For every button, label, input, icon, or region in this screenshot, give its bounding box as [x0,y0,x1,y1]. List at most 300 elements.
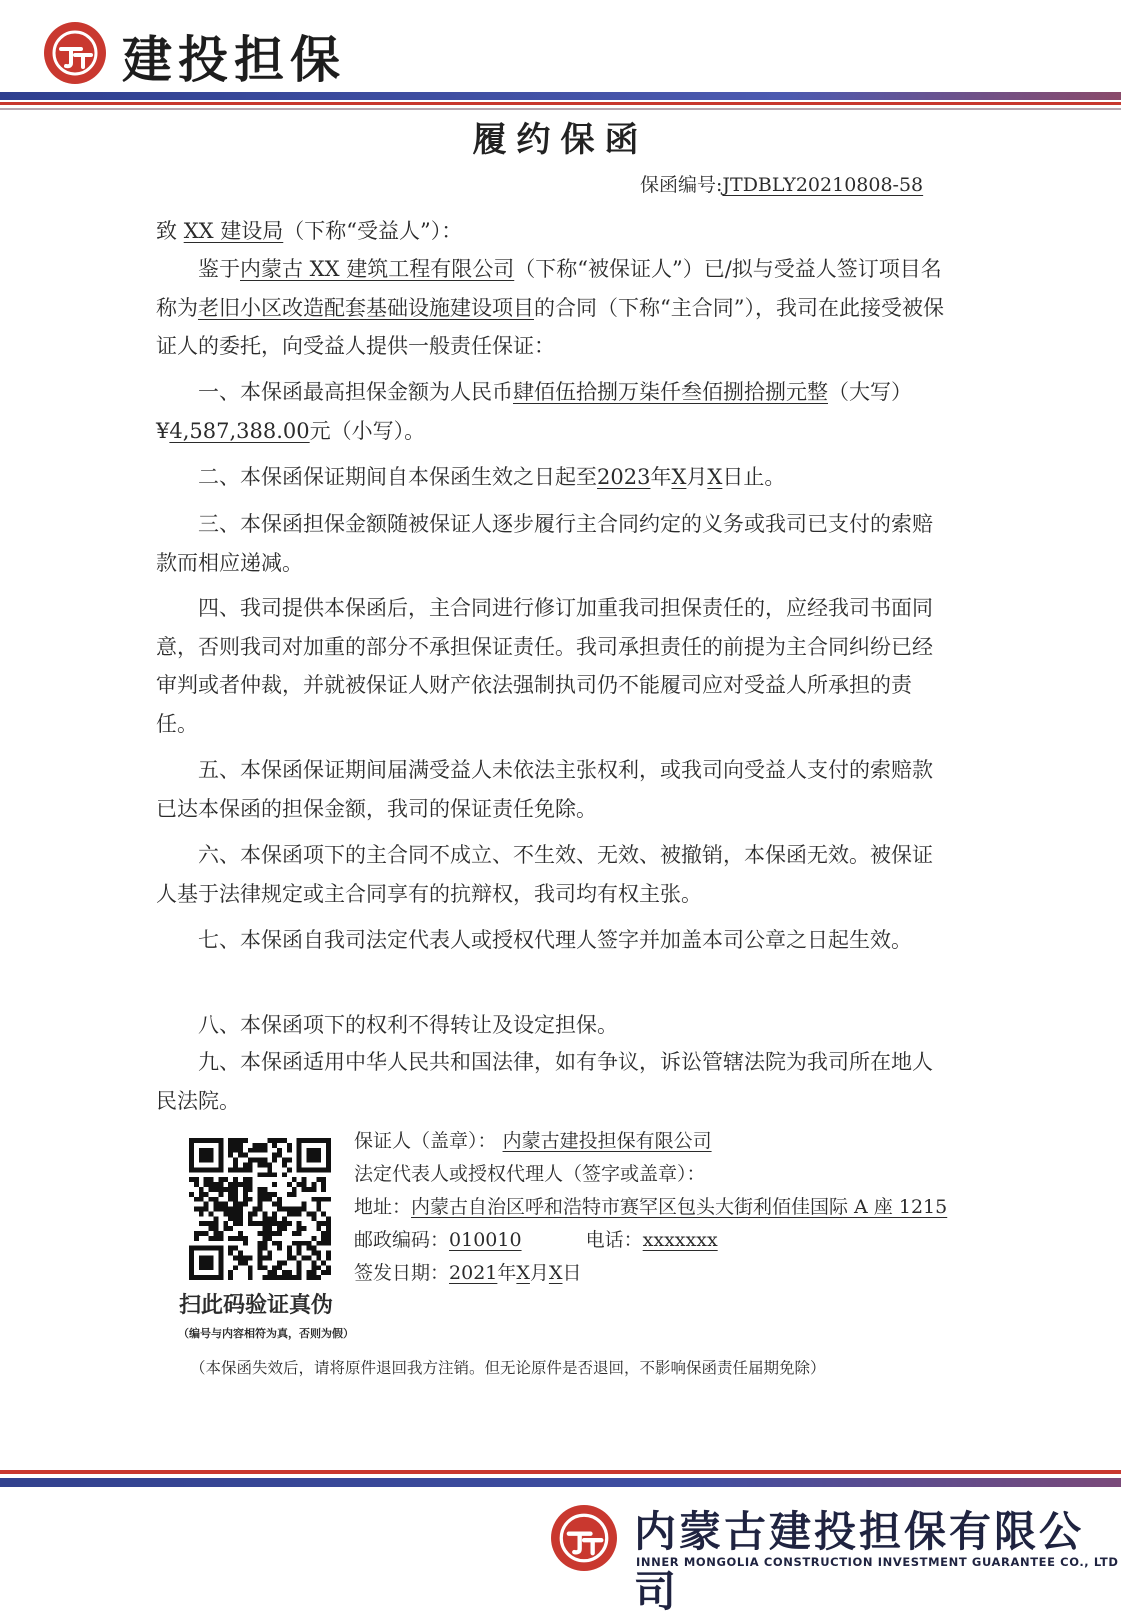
intro-text-1: 鉴于 [198,257,240,281]
qr-module [228,1216,233,1221]
document-number-value: JTDBLY20210808-58 [722,174,924,196]
qr-module [316,1207,321,1212]
qr-module [194,1182,199,1187]
qr-module [321,1236,326,1241]
qr-module [262,1226,267,1231]
qr-module [209,1211,214,1216]
qr-module [218,1207,223,1212]
qr-module [311,1275,316,1280]
salutation [156,212,946,251]
qr-module [262,1265,267,1270]
qr-module [218,1187,223,1192]
guarantor-name: 内蒙古建投担保有限公司 [502,1130,712,1152]
document-number-label: 保函编号: [640,174,723,196]
qr-module [311,1251,316,1256]
qr-module [311,1236,316,1241]
qr-module [248,1167,253,1172]
guarantor-line [354,1124,974,1158]
qr-module [243,1241,248,1246]
qr-module [238,1138,243,1143]
qr-module [267,1162,272,1167]
qr-module [228,1275,233,1280]
qr-module [194,1197,199,1202]
qr-module [253,1211,258,1216]
amount-in-figures: 4,587,388.00 [169,418,310,443]
issue-month: X [516,1262,530,1284]
qr-module [287,1211,292,1216]
expiry-year: 2023 [597,465,651,489]
qr-module [228,1143,233,1148]
qr-module [321,1211,326,1216]
qr-module [253,1148,258,1153]
clause-2-text-1: 二、本保函保证期间自本保函生效之日起至 [198,465,597,489]
qr-module [238,1153,243,1158]
qr-module [218,1177,223,1182]
qr-module [302,1241,307,1246]
clause-3 [156,505,946,582]
qr-module [262,1211,267,1216]
qr-module [243,1236,248,1241]
qr-module [233,1177,238,1182]
qr-module [233,1265,238,1270]
qr-module [228,1197,233,1202]
clause-4-text: 四、我司提供本保函后，主合同进行修订加重我司担保责任的，应经我司书面同意，否则我司对加重的部分不承担保证责任。我司承担责任的前提为主合同纠纷已经审判或者仲裁，并就被保证人财产依法强制执司仍不能履司应对受益人所承担的责任。 [156,596,933,736]
qr-module [287,1275,292,1280]
qr-module [277,1265,282,1270]
qr-module [204,1177,209,1182]
qr-module [199,1221,204,1226]
document-number [640,170,923,197]
qr-module [321,1260,326,1265]
clause-9 [156,1043,946,1120]
clause-2 [156,458,946,497]
footer-company-name-en: INNER MONGOLIA CONSTRUCTION INVESTMENT GUARANTEE CO., LTD [636,1555,1119,1569]
qr-module [311,1265,316,1270]
qr-module [326,1231,331,1236]
qr-module [238,1143,243,1148]
qr-module [292,1211,297,1216]
clause-1-text-2: （大写）¥ [156,380,912,443]
qr-module [321,1182,326,1187]
qr-module [233,1158,238,1163]
qr-module [297,1221,302,1226]
qr-module [258,1251,263,1256]
intro-text-3: 的合同（下称“主合同”），我司在此接受被保证人的委托，向受益人提供一般责任保证： [156,295,944,358]
qr-module [258,1197,263,1202]
qr-module [253,1207,258,1212]
qr-module [233,1246,238,1251]
qr-module [209,1177,214,1182]
qr-module [292,1231,297,1236]
qr-module [272,1216,277,1221]
clause-2-text-4: 日止。 [722,465,786,489]
qr-module [213,1202,218,1207]
qr-module [326,1226,331,1231]
qr-module [199,1197,204,1202]
qr-module [228,1246,233,1251]
qr-module [258,1241,263,1246]
qr-module [233,1221,238,1226]
qr-module [272,1231,277,1236]
qr-module [307,1246,312,1251]
phone-value: xxxxxxx [642,1229,718,1251]
qr-module [272,1211,277,1216]
qr-module [316,1221,321,1226]
header-band-blue [0,92,1121,100]
qr-module [223,1187,228,1192]
qr-module [272,1275,277,1280]
qr-module [311,1197,316,1202]
qr-module [223,1221,228,1226]
qr-module [277,1197,282,1202]
qr-module [282,1221,287,1226]
qr-module [302,1187,307,1192]
qr-module [204,1221,209,1226]
qr-module [267,1231,272,1236]
address-value: 内蒙古自治区呼和浩特市赛罕区包头大街利佰佳国际 A 座 1215 [411,1196,948,1218]
qr-module [204,1202,209,1207]
qr-module [233,1197,238,1202]
qr-module [292,1275,297,1280]
qr-module [233,1167,238,1172]
qr-module [277,1202,282,1207]
qr-module [213,1236,218,1241]
qr-module [262,1231,267,1236]
intro-text-2: （下称“被保证人”）已/拟与受益人签订项目名称为 [156,257,942,320]
representative-label: 法定代表人或授权代理人（签字或盖章）： [354,1163,706,1185]
qr-module [321,1231,326,1236]
qr-module [297,1251,302,1256]
phone-label: 电话： [585,1229,643,1251]
qr-module [277,1246,282,1251]
qr-module [248,1221,253,1226]
qr-module [297,1265,302,1270]
qr-module [321,1187,326,1192]
qr-module [292,1256,297,1261]
qr-module [287,1182,292,1187]
qr-module [233,1256,238,1261]
postcode-label: 邮政编码： [354,1229,450,1251]
footer-band-red [0,1470,1121,1474]
salutation-suffix: （下称“受益人”）： [283,219,463,243]
qr-module [267,1221,272,1226]
qr-module [321,1241,326,1246]
qr-module [258,1231,263,1236]
qr-module [228,1211,233,1216]
qr-module [233,1211,238,1216]
clause-4 [156,589,946,743]
qr-module [243,1256,248,1261]
qr-module [326,1236,331,1241]
issue-date-line [354,1256,974,1290]
qr-module [233,1182,238,1187]
qr-module [326,1241,331,1246]
qr-module [307,1241,312,1246]
qr-module [282,1260,287,1265]
qr-module [316,1256,321,1261]
qr-module [287,1251,292,1256]
qr-module [267,1270,272,1275]
qr-module [238,1260,243,1265]
issue-year: 2021 [449,1262,498,1284]
header-band-thin [0,108,1121,110]
qr-module [209,1226,214,1231]
qr-module [243,1153,248,1158]
qr-module [228,1182,233,1187]
qr-module [272,1202,277,1207]
qr-module [287,1256,292,1261]
header-band-red [0,102,1121,105]
qr-module [243,1167,248,1172]
qr-module [243,1162,248,1167]
qr-module [233,1162,238,1167]
qr-module [258,1187,263,1192]
qr-module [326,1265,331,1270]
qr-module [272,1153,277,1158]
issue-month-unit: 月 [529,1262,549,1284]
qr-module [253,1158,258,1163]
qr-module [209,1236,214,1241]
qr-module [223,1177,228,1182]
qr-module [209,1182,214,1187]
representative-line [354,1157,974,1191]
qr-module [253,1221,258,1226]
qr-module [307,1187,312,1192]
qr-module [297,1182,302,1187]
qr-module [228,1270,233,1275]
qr-module [277,1241,282,1246]
qr-module [326,1197,331,1202]
qr-module [262,1148,267,1153]
qr-module [258,1207,263,1212]
postcode-phone-line [354,1223,974,1257]
clause-2-text-3: 月 [686,465,708,489]
qr-module [238,1207,243,1212]
qr-module [316,1202,321,1207]
qr-module [311,1216,316,1221]
qr-module [272,1221,277,1226]
qr-module [213,1226,218,1231]
qr-module [243,1197,248,1202]
qr-module [277,1153,282,1158]
qr-module [277,1226,282,1231]
qr-module [258,1148,263,1153]
qr-module [243,1260,248,1265]
qr-module [243,1202,248,1207]
qr-module [272,1138,277,1143]
qr-module [277,1260,282,1265]
qr-module [228,1153,233,1158]
issue-year-unit: 年 [497,1262,517,1284]
clause-8-text: 八、本保函项下的权利不得转让及设定担保。 [198,1013,618,1037]
qr-module [326,1216,331,1221]
qr-module [307,1211,312,1216]
company-short-name: 建投担保 [122,31,346,89]
qr-module [272,1192,277,1197]
qr-module [316,1177,321,1182]
qr-module [282,1138,287,1143]
footer-logo-icon [551,1505,617,1571]
qr-module [287,1143,292,1148]
qr-module [199,1192,204,1197]
qr-module [204,1231,209,1236]
qr-module [238,1211,243,1216]
qr-module [258,1256,263,1261]
qr-module [292,1241,297,1246]
address-line [354,1190,954,1224]
qr-module [258,1221,263,1226]
guaranteed-party: 内蒙古 XX 建筑工程有限公司 [240,257,515,281]
qr-module [248,1216,253,1221]
qr-module [238,1231,243,1236]
intro-paragraph [156,250,946,366]
qr-module [282,1158,287,1163]
qr-module [223,1226,228,1231]
qr-module [258,1158,263,1163]
clause-5-text: 五、本保函保证期间届满受益人未依法主张权利，或我司向受益人支付的索赔款已达本保函的担保金额，我司的保证责任免除。 [156,758,933,821]
qr-module [209,1221,214,1226]
qr-module [238,1182,243,1187]
qr-module [228,1207,233,1212]
qr-module [243,1187,248,1192]
qr-module [258,1192,263,1197]
qr-module [194,1177,199,1182]
qr-module [253,1143,258,1148]
qr-module [213,1187,218,1192]
qr-module [218,1202,223,1207]
qr-module [302,1182,307,1187]
qr-module [233,1148,238,1153]
issue-day-unit: 日 [562,1262,582,1284]
qr-module [262,1246,267,1251]
qr-module [228,1192,233,1197]
qr-module [311,1270,316,1275]
expiry-day: X [707,465,723,489]
qr-module [287,1148,292,1153]
clause-6-text: 六、本保函项下的主合同不成立、不生效、无效、被撤销，本保函无效。被保证人基于法律规定或主合同享有的抗辩权，我司均有权主张。 [156,843,933,906]
qr-module [326,1270,331,1275]
clause-8 [156,1006,946,1045]
qr-module [248,1256,253,1261]
qr-module [262,1192,267,1197]
qr-module [316,1226,321,1231]
qr-module [321,1221,326,1226]
qr-module [311,1211,316,1216]
qr-module [233,1216,238,1221]
qr-module [248,1197,253,1202]
expiry-month: X [671,465,687,489]
qr-module [248,1158,253,1163]
qr-module [238,1236,243,1241]
address-label: 地址： [354,1196,412,1218]
qr-module [228,1148,233,1153]
qr-module [233,1192,238,1197]
qr-module [287,1221,292,1226]
beneficiary-name: XX 建设局 [183,219,284,243]
qr-module [307,1256,312,1261]
qr-module [228,1226,233,1231]
qr-module [243,1182,248,1187]
qr-module [267,1275,272,1280]
qr-module [282,1270,287,1275]
qr-module [272,1182,277,1187]
qr-module [292,1177,297,1182]
qr-module [292,1207,297,1212]
qr-module [267,1256,272,1261]
qr-module [194,1231,199,1236]
qr-module [238,1221,243,1226]
qr-module [297,1270,302,1275]
qr-module [302,1177,307,1182]
qr-module [204,1182,209,1187]
qr-module [302,1202,307,1207]
qr-module [302,1207,307,1212]
clause-1 [156,373,946,450]
qr-module [287,1246,292,1251]
qr-module [228,1236,233,1241]
qr-module [302,1226,307,1231]
qr-module [277,1148,282,1153]
qr-module [243,1177,248,1182]
qr-module [228,1251,233,1256]
qr-module [218,1182,223,1187]
footer-company-name: 内蒙古建投担保有限公司 [634,1507,1085,1616]
qr-module [213,1231,218,1236]
qr-module [267,1197,272,1202]
qr-module [267,1226,272,1231]
qr-module [326,1221,331,1226]
qr-note: （编号与内容相符为真，否则为假） [178,1327,354,1340]
clause-9-text: 九、本保函适用中华人民共和国法律，如有争议，诉讼管辖法院为我司所在地人民法院。 [156,1050,933,1113]
qr-module [262,1197,267,1202]
qr-module [194,1236,199,1241]
qr-module [272,1241,277,1246]
qr-module [199,1187,204,1192]
qr-module [277,1138,282,1143]
qr-code-icon[interactable] [189,1138,331,1280]
jt-logo-icon [558,1512,610,1564]
qr-module [258,1202,263,1207]
amount-in-words: 肆佰伍拾捌万柒仟叁佰捌拾捌元整 [513,380,828,404]
qr-module [189,1192,194,1197]
qr-module [248,1187,253,1192]
qr-module [223,1211,228,1216]
qr-module [233,1138,238,1143]
qr-module [292,1187,297,1192]
qr-module [262,1143,267,1148]
qr-module [316,1251,321,1256]
qr-module [262,1221,267,1226]
jt-logo-icon [51,29,99,77]
qr-module [218,1192,223,1197]
clause-3-text: 三、本保函担保金额随被保证人逐步履行主合同约定的义务或我司已支付的索赔款而相应递减。 [156,512,933,575]
qr-module [248,1270,253,1275]
qr-module [321,1177,326,1182]
qr-module [233,1202,238,1207]
qr-module [267,1236,272,1241]
qr-module [262,1275,267,1280]
qr-module [297,1211,302,1216]
issue-day: X [548,1262,563,1284]
qr-module [272,1158,277,1163]
qr-module [262,1172,267,1177]
qr-module [233,1187,238,1192]
clause-1-text-3: 元（小写）。 [309,418,426,443]
qr-module [199,1211,204,1216]
qr-module [223,1202,228,1207]
guarantor-label: 保证人（盖章）： [354,1130,497,1152]
qr-module [258,1172,263,1177]
